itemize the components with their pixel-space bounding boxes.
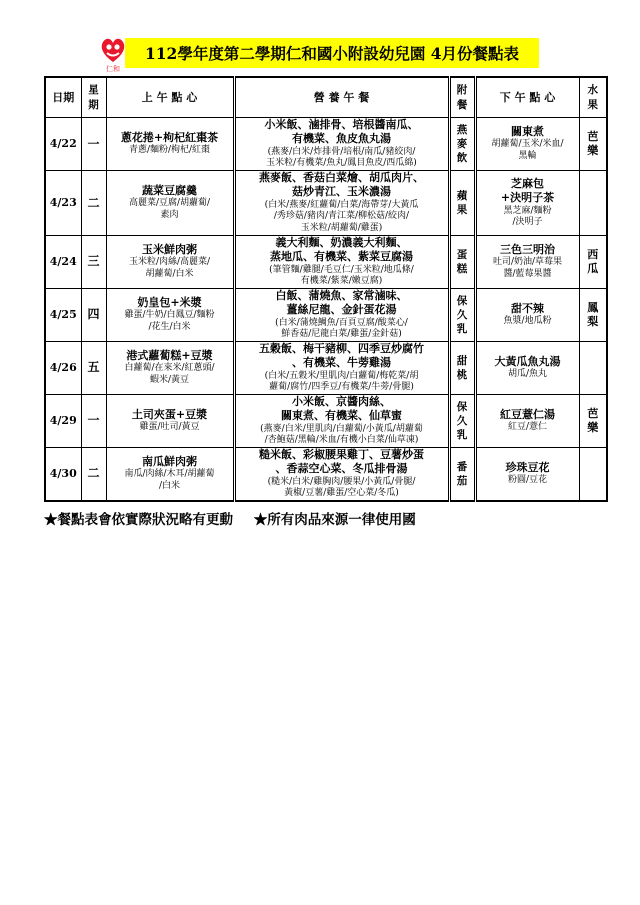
fruit-text: 芭樂 <box>587 406 599 434</box>
afternoon-dish: 關東煮 <box>511 125 544 139</box>
lunch-ingredients: 黃椒/豆薯/雞蛋/空心菜/冬瓜) <box>284 488 399 499</box>
side-cell <box>449 118 475 171</box>
lunch-ingredients: 蘿蔔/腐竹/四季豆/有機菜/牛蒡/骨腿) <box>269 382 414 393</box>
lunch-ingredients: (筆管麵/雞腿/毛豆仁/玉米粒/地瓜條/ <box>269 264 414 275</box>
date-cell: 4/24 <box>45 236 81 289</box>
lunch-ingredients: (燕麥/白米/炸排骨/培根/南瓜/豬絞肉/ <box>267 146 416 157</box>
school-logo <box>99 33 127 73</box>
lunch-ingredients: (白米/燕麥/紅蘿蔔/白菜/海帶芽/大黃瓜 <box>264 199 419 210</box>
afternoon-ingredients: 胡蘿蔔/玉米/米血/ <box>491 139 564 150</box>
lunch-ingredients: (白米/五穀米/里肌肉/白蘿蔔/梅乾菜/胡 <box>264 370 419 381</box>
header-weekday: 星期 <box>81 77 106 118</box>
lunch-dish: 小米飯、京醬肉絲、 <box>292 394 391 408</box>
lunch-dish: 五穀飯、梅干豬柳、四季豆炒腐竹 <box>259 341 424 355</box>
side-text: 保久乳 <box>456 400 468 441</box>
lunch-dish: 菇炒青江、玉米濃湯 <box>292 185 391 199</box>
side-cell <box>449 288 475 341</box>
afternoon-cell <box>475 118 579 171</box>
morning-ingredients: /花生/白米 <box>148 322 191 333</box>
side-cell <box>449 341 475 394</box>
date-cell: 4/26 <box>45 341 81 394</box>
lunch-ingredients: (糙米/白米/雞胸肉/腰果/小黃瓜/骨腿/ <box>267 476 416 487</box>
afternoon-ingredients: 魚漿/地瓜粉 <box>503 316 552 327</box>
menu-row <box>45 394 607 447</box>
side-cell <box>449 394 475 447</box>
header-date: 日期 <box>45 77 81 118</box>
morning-ingredients: 蝦米/黃豆 <box>149 375 190 386</box>
afternoon-dish: 大黃瓜魚丸湯 <box>494 354 561 368</box>
fruit-cell <box>579 447 607 500</box>
header-afternoon: 下 午 點 心 <box>475 77 579 118</box>
afternoon-ingredients: 粉圓/豆花 <box>507 475 548 486</box>
fruit-cell <box>579 118 607 171</box>
date-cell: 4/29 <box>45 394 81 447</box>
lunch-dish: 、香蒜空心菜、冬瓜排骨湯 <box>275 462 408 476</box>
afternoon-ingredients: 黑輪 <box>518 151 537 162</box>
header-fruit: 水果 <box>579 77 607 118</box>
date-cell: 4/30 <box>45 447 81 500</box>
menu-table <box>44 76 608 502</box>
morning-ingredients: /白米 <box>158 481 181 492</box>
lunch-ingredients: (白米/蒲燒鯛魚/百頁豆腐/酸菜心/ <box>275 317 408 328</box>
lunch-ingredients: 玉米粒/有機菜/魚丸/鳳目魚皮/西瓜綿) <box>266 158 417 169</box>
lunch-ingredients: 有機菜/紫菜/嫩豆腐) <box>300 276 383 287</box>
lunch-cell <box>234 118 449 171</box>
afternoon-dish: 甜不辣 <box>511 301 544 315</box>
lunch-dish: 燕麥飯、香菇白菜燴、胡瓜肉片、 <box>259 171 424 185</box>
morning-dish: 奶皇包+米漿 <box>137 296 202 310</box>
morning-dish: 蔥花捲+枸杞紅棗茶 <box>120 131 219 144</box>
lunch-cell <box>234 236 449 289</box>
note-1: ★餐點表會依實際狀況略有更動 <box>44 512 233 528</box>
fruit-cell <box>579 341 607 394</box>
header-lunch: 營 養 午 餐 <box>234 77 449 118</box>
morning-dish: 港式蘿蔔糕+豆漿 <box>126 349 213 363</box>
afternoon-dish: 芝麻包 <box>511 177 544 191</box>
side-cell <box>449 236 475 289</box>
lunch-ingredients: 玉米粒/胡蘿蔔/雞蛋) <box>300 223 383 234</box>
lunch-cell <box>234 288 449 341</box>
morning-cell <box>106 447 234 500</box>
morning-dish: 南瓜鮮肉粥 <box>142 455 197 469</box>
fruit-text: 鳳梨 <box>587 300 599 328</box>
fruit-cell <box>579 236 607 289</box>
menu-row <box>45 171 607 236</box>
morning-dish: 蔬菜豆腐羹 <box>142 184 197 198</box>
morning-ingredients: 雞蛋/吐司/黃豆 <box>139 422 200 433</box>
menu-row <box>45 341 607 394</box>
lunch-dish: 小米飯、滷排骨、培根醬南瓜、 <box>264 118 419 132</box>
morning-cell <box>106 236 234 289</box>
morning-ingredients: 雞蛋/牛奶/白鳳豆/麵粉 <box>124 310 215 321</box>
fruit-text: 芭樂 <box>587 129 599 157</box>
afternoon-ingredients: /決明子 <box>512 217 543 228</box>
morning-ingredients: 白蘿蔔/在來米/紅蔥頭/ <box>124 363 215 374</box>
menu-body <box>45 118 607 501</box>
side-cell <box>449 447 475 500</box>
afternoon-dish: +決明子茶 <box>500 191 555 205</box>
lunch-cell <box>234 447 449 500</box>
afternoon-ingredients: 胡瓜/魚丸 <box>507 369 548 380</box>
side-text: 燕麥飲 <box>456 123 468 165</box>
logo-text: 仁和 <box>106 65 120 73</box>
lunch-dish: 薑絲尼龍、金針蛋花湯 <box>286 303 397 317</box>
morning-ingredients: 胡蘿蔔/白米 <box>145 269 194 280</box>
menu-row <box>45 118 607 171</box>
afternoon-cell <box>475 171 579 236</box>
menu-row <box>45 236 607 289</box>
weekday-cell: 三 <box>81 236 106 289</box>
afternoon-dish: 珍珠豆花 <box>505 460 550 474</box>
afternoon-cell <box>475 236 579 289</box>
notes <box>44 508 432 528</box>
morning-ingredients: 素肉 <box>160 210 179 221</box>
lunch-cell <box>234 171 449 236</box>
afternoon-cell <box>475 447 579 500</box>
morning-dish: 玉米鮮肉粥 <box>142 243 197 257</box>
header-morning: 上 午 點 心 <box>106 77 234 118</box>
side-text: 蘋果 <box>456 189 468 216</box>
weekday-cell: 二 <box>81 447 106 500</box>
morning-cell <box>106 118 234 171</box>
lunch-dish: 糙米飯、彩椒腰果雞丁、豆薯炒蛋 <box>259 447 424 461</box>
afternoon-ingredients: 吐司/奶油/草莓果 <box>492 257 563 268</box>
morning-cell <box>106 288 234 341</box>
morning-ingredients: 玉米粒/肉絲/高麗菜/ <box>128 257 211 268</box>
fruit-cell <box>579 288 607 341</box>
morning-dish: 土司夾蛋+豆漿 <box>131 407 208 421</box>
date-cell: 4/23 <box>45 171 81 236</box>
afternoon-cell <box>475 341 579 394</box>
morning-ingredients: 青蔥/麵粉/枸杞/紅棗 <box>128 145 211 156</box>
lunch-dish: 有機菜、魚皮魚丸湯 <box>292 132 391 146</box>
morning-ingredients: 南瓜/肉絲/木耳/胡蘿蔔 <box>124 469 215 480</box>
morning-cell <box>106 171 234 236</box>
lunch-ingredients: /杏鮑菇/黑輪/米血/有機小白菜/仙草凍) <box>264 435 419 446</box>
morning-cell <box>106 394 234 447</box>
weekday-cell: 二 <box>81 171 106 236</box>
heart-icon <box>102 39 125 62</box>
morning-ingredients: 高麗菜/豆腐/胡蘿蔔/ <box>128 198 211 209</box>
menu-row <box>45 288 607 341</box>
side-text: 番茄 <box>456 460 468 487</box>
lunch-ingredients: 鮮香菇/尼龍白菜/雞蛋/金針菇) <box>281 329 402 340</box>
page-title: 112學年度第二學期仁和國小附設幼兒園 4月份餐點表 <box>125 38 539 68</box>
side-text: 蛋糕 <box>456 248 468 275</box>
morning-cell <box>106 341 234 394</box>
side-cell <box>449 171 475 236</box>
weekday-cell: 四 <box>81 288 106 341</box>
note-2: ★所有肉品來源一律使用國 <box>253 512 416 528</box>
header-row <box>45 77 607 118</box>
afternoon-dish: 紅豆薏仁湯 <box>500 407 555 421</box>
lunch-dish: 、有機菜、牛蒡雞湯 <box>292 356 391 370</box>
lunch-ingredients: /秀珍菇/豬肉/青江菜/柳松菇/絞肉/ <box>273 211 410 222</box>
afternoon-cell <box>475 394 579 447</box>
afternoon-cell <box>475 288 579 341</box>
afternoon-ingredients: 黑芝麻/麵粉 <box>503 205 552 216</box>
afternoon-ingredients: 醬/藍莓果醬 <box>503 269 552 280</box>
lunch-cell <box>234 394 449 447</box>
fruit-text: 西瓜 <box>587 247 599 275</box>
lunch-dish: 白飯、蒲燒魚、家常滷味、 <box>275 288 408 302</box>
lunch-cell <box>234 341 449 394</box>
lunch-dish: 義大利麵、奶濃義大利麵、 <box>275 236 408 249</box>
menu-row <box>45 447 607 500</box>
date-cell: 4/25 <box>45 288 81 341</box>
side-text: 甜桃 <box>456 354 468 381</box>
weekday-cell: 五 <box>81 341 106 394</box>
header-side: 附餐 <box>449 77 475 118</box>
lunch-dish: 蒸地瓜、有機菜、紫菜豆腐湯 <box>270 250 413 264</box>
lunch-dish: 關東煮、有機菜、仙草蜜 <box>281 409 402 423</box>
side-text: 保久乳 <box>456 294 468 336</box>
weekday-cell: 一 <box>81 394 106 447</box>
afternoon-dish: 三色三明治 <box>500 243 555 257</box>
weekday-cell: 一 <box>81 118 106 171</box>
date-cell: 4/22 <box>45 118 81 171</box>
afternoon-ingredients: 紅豆/薏仁 <box>507 422 548 433</box>
lunch-ingredients: (燕麥/白米/里肌肉/白蘿蔔/小黃瓜/胡蘿蔔 <box>260 423 423 434</box>
fruit-cell <box>579 394 607 447</box>
fruit-cell <box>579 171 607 236</box>
